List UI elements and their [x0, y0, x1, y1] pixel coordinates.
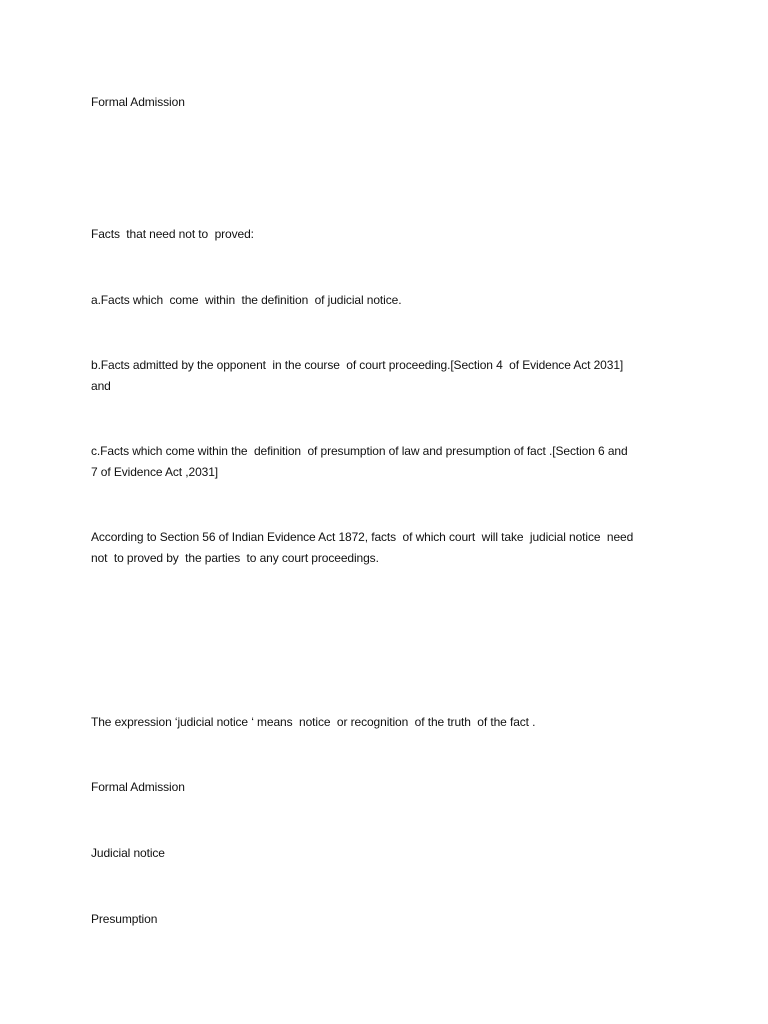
paragraph-c: c.Facts which come within the definition of presumption of law and presumption of fact .[Section 6 and 7 of Evidence Act ,2031] [91, 444, 628, 479]
paragraph-a: a.Facts which come within the definition of judicial notice. [91, 293, 402, 307]
facts-not-proved-heading: Facts that need not to proved: [91, 227, 254, 241]
heading-formal-admission: Formal Admission [91, 95, 185, 109]
list-item-presumption: Presumption [91, 912, 158, 926]
list-item-formal-admission: Formal Admission [91, 780, 185, 794]
list-item-judicial-notice: Judicial notice [91, 846, 165, 860]
paragraph-expression: The expression ‘judicial notice ‘ means notice or recognition of the truth of the fact . [91, 715, 536, 729]
paragraph-section-56: According to Section 56 of Indian Evidence Act 1872, facts of which court will take judicial notice need not to proved by the parties to any court proceedings. [91, 530, 634, 565]
paragraph-b: b.Facts admitted by the opponent in the course of court proceeding.[Section 4 of Evidence Act 2031] and [91, 358, 624, 393]
